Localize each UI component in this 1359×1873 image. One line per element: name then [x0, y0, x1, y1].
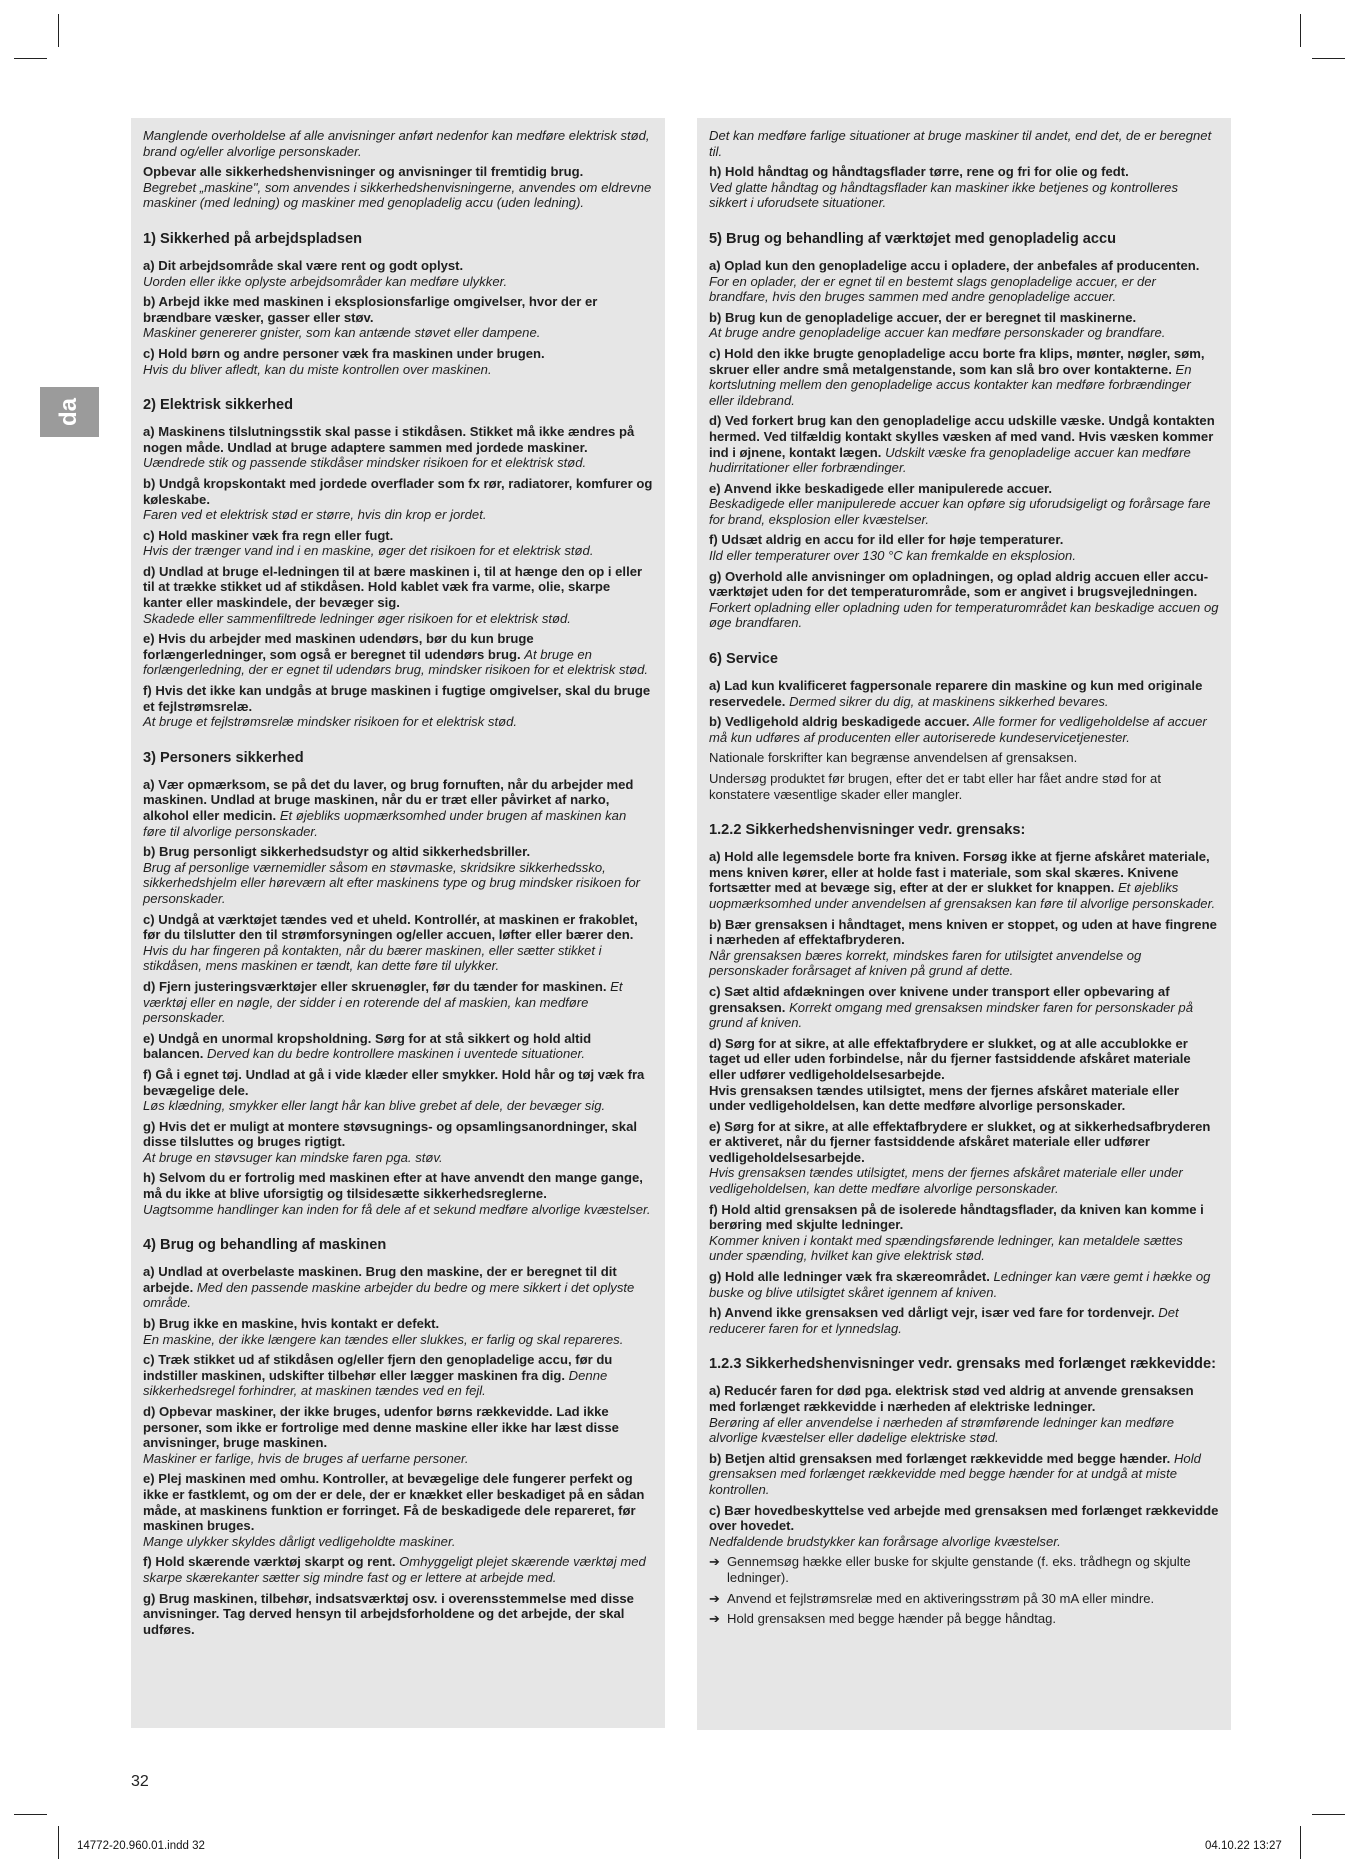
section-1-b: b) Arbejd ikke med maskinen i eksplosionsfarlige omgivelser, hvor der er brændbare væsker, gasser eller støv. Maskiner genererer gnister, som kan antænde støvet eller dampene.	[143, 294, 598, 341]
section-123-title: 1.2.3 Sikkerhedshenvisninger vedr. grensaks med forlænget rækkevidde:	[709, 1356, 1216, 1373]
left-column	[131, 118, 665, 1728]
section-2-a: a) Maskinens tilslutningsstik skal passe i stikdåsen. Stikket må ikke ændres på nogen måde. Undlad at bruge adaptere sammen med jordede maskiner. Uændrede stik og passende stikdåser mindsker risikoen for et elektrisk stød.	[143, 424, 635, 471]
crop-mark	[1312, 58, 1345, 59]
crop-mark	[1300, 14, 1301, 47]
section-4-c: c) Træk stikket ud af stikdåsen og/eller fjern den genopladelige accu, før du indstiller maskinen, udskifter tilbehør eller lægger maskinen fra dig. Denne sikkerhedsregel forhindrer, at maskinen tændes ved en fejl.	[143, 1352, 613, 1399]
section-4-a: a) Undlad at overbelaste maskinen. Brug den maskine, der er beregnet til dit arbejde. Med den passende maskine arbejder du bedre og mere sikkert i det oplyste område.	[143, 1264, 635, 1311]
language-code: da	[55, 397, 83, 427]
crop-mark	[58, 1826, 59, 1859]
crop-mark	[1312, 1814, 1345, 1815]
section-5-b: b) Brug kun de genopladelige accuer, der er beregnet til maskinerne. At bruge andre genopladelige accuer kan medføre personskader og brandfare.	[709, 309, 1166, 341]
section-122-a: a) Hold alle legemsdele borte fra kniven. Forsøg ikke at fjerne afskåret materiale, mens kniven kører, eller at holde fast i materiale, som skal skæres. Knivene fortsætter med at bevæge sig, efter at der er slukket for knappen. Et øjebliks uopmærksomhed under anvendelsen af grensaksen kan føre til alvorlige personskader.	[709, 849, 1216, 911]
section-2-title: 2) Elektrisk sikkerhed	[143, 397, 294, 414]
section-2-b: b) Undgå kropskontakt med jordede overflader som fx rør, radiatorer, komfurer og køleskabe. Faren ved et elektrisk stød er større, hvis din krop er jordet.	[143, 475, 653, 523]
section-5-title: 5) Brug og behandling af værktøjet med genopladelig accu	[709, 230, 1117, 247]
crop-mark	[14, 1814, 47, 1815]
section-4-h: h) Hold håndtag og håndtagsflader tørre, rene og fri for olie og fedt. Ved glatte håndtag og håndtagsflader kan maskiner ikke betjenes og kontrolleres sikkert i uforudsete situationer.	[709, 164, 1179, 211]
section-5-e: e) Anvend ikke beskadigede eller manipulerede accuer. Beskadigede eller manipulerede accuer kan opføre sig uforudsigeligt og forårsage fare for brand, eksplosion eller kvæstelser.	[709, 480, 1211, 527]
section-1-title: 1) Sikkerhed på arbejdspladsen	[143, 230, 362, 247]
section-4-g-note: Det kan medføre farlige situationer at bruge maskiner til andet, end det, de er beregnet til.	[709, 128, 1212, 159]
section-6-p2: Undersøg produktet før brugen, efter det er tabt eller har fået andre stød for at konstatere væsentlige skader eller mangler.	[709, 771, 1161, 802]
right-column	[697, 118, 1231, 1730]
crop-mark	[14, 58, 47, 59]
section-6-title: 6) Service	[709, 651, 778, 668]
section-3-c: c) Undgå at værktøjet tændes ved et uheld. Kontrollér, at maskinen er frakoblet, før du tilslutter den til strømforsyningen og/eller accuen, løfter eller bærer den. Hvis du har fingeren på kontakten, når du bærer maskinen, eller sætter stikket i stikdåsen, mens maskinen er tændt, kan dette føre til ulykker.	[143, 911, 638, 974]
section-1-c: c) Hold børn og andre personer væk fra maskinen under brugen. Hvis du bliver afledt, kan du miste kontrollen over maskinen.	[143, 345, 545, 377]
section-123-a: a) Reducér faren for død pga. elektrisk stød ved aldrig at anvende grensaksen med forlænget rækkevidde i nærheden af elektriske ledninger. Berøring af eller anvendelse i nærheden af strømførende ledninger kan medføre alvorlige kvæstelser eller dødelige elektriske stød.	[709, 1383, 1194, 1446]
section-4-f: f) Hold skærende værktøj skarpt og rent. Omhyggeligt plejet skærende værktøj med skarpe skærekanter sætter sig mindre fast og er lettere at arbejde med.	[143, 1554, 646, 1585]
language-tab	[40, 387, 99, 437]
section-6-p1: Nationale forskrifter kan begrænse anvendelsen af grensaksen.	[709, 750, 1078, 766]
section-4-b: b) Brug ikke en maskine, hvis kontakt er defekt. En maskine, der ikke længere kan tændes eller slukkes, er farlig og skal repareres.	[143, 1316, 624, 1347]
section-2-e: e) Hvis du arbejder med maskinen udendørs, bør du kun bruge forlængerledninger, som også er beregnet til udendørs brug. At bruge en forlængerledning, der er egnet til udendørs brug, mindsker risikoen for et elektrisk stød.	[143, 631, 649, 678]
section-6-b: b) Vedligehold aldrig beskadigede accuer. Alle former for vedligeholdelse af accuer må kun udføres af producenten eller autoriserede kundeservicetjenester.	[709, 714, 1207, 745]
arrow-right-icon: ➔	[709, 1611, 720, 1627]
footer-file-name: 14772-20.960.01.indd 32	[77, 1840, 205, 1852]
footer-date: 04.10.22 13:27	[1205, 1840, 1282, 1852]
arrow-right-icon: ➔	[709, 1590, 720, 1606]
section-5-g: g) Overhold alle anvisninger om opladningen, og oplad aldrig accuen eller accu-værktøjet uden for det temperaturområde, som er angivet i brugsvejledningen. Forkert opladning eller opladning uden for temperaturområdet kan beskadige accuen og øge brandfaren.	[709, 568, 1219, 631]
section-3-h: h) Selvom du er fortrolig med maskinen efter at have anvendt den mange gange, må du ikke at blive uforsigtig og tilsidesætte sikkerhedsreglerne. Uagtsomme handlinger kan inden for få dele af et sekund medføre alvorlige kvæstelser.	[143, 1170, 651, 1217]
section-6-a: a) Lad kun kvalificeret fagpersonale reparere din maskine og kun med originale reservedele. Dermed sikrer du dig, at maskinens sikkerhed bevares.	[709, 678, 1203, 709]
section-122-e: e) Sørg for at sikre, at alle effektafbrydere er slukket, og at sikkerhedsafbryderen er aktiveret, når du fjerner fastsiddende afskåret materiale eller udfører vedligeholdelsesarbejde. Hvis grensaksen tændes utilsigtet, mens der fjernes afskåret materiale eller under vedligeholdelsen, kan dette medføre alvorlige personskader.	[709, 1118, 1211, 1197]
section-122-c: c) Sæt altid afdækningen over knivene under transport eller opbevaring af grensaksen. Korrekt omgang med grensaksen mindsker faren for personskader på grund af kniven.	[709, 983, 1193, 1031]
page-number: 32	[131, 1773, 149, 1790]
section-3-f: f) Gå i egnet tøj. Undlad at gå i vide klæder eller smykker. Hold hår og tøj væk fra bevægelige dele. Løs klædning, smykker eller langt hår kan blive grebet af dele, der bevæger sig.	[143, 1066, 645, 1114]
section-122-f: f) Hold altid grensaksen på de isolerede håndtagsflader, da kniven kan komme i berøring med skjulte ledninger. Kommer kniven i kontakt med spændingsførende ledninger, kan metaldele sættes under spænding, hvilket kan give elektrisk stød.	[709, 1201, 1204, 1264]
section-3-d: d) Fjern justeringsværktøjer eller skruenøgler, før du tænder for maskinen. Et værktøj eller en nøgle, der sidder i en roterende del af maskien, kan medføre personskader.	[143, 978, 623, 1026]
list-item: ➔ Gennemsøg hække eller buske for skjulte genstande (f. eks. trådhegn og skjulte ledninger).	[709, 1554, 1191, 1585]
list-item: ➔ Hold grensaksen med begge hænder på begge håndtag.	[709, 1611, 1057, 1627]
section-123-c: c) Bær hovedbeskyttelse ved arbejde med grensaksen med forlænget rækkevidde over hovedet. Nedfaldende brudstykker kan forårsage alvorlige kvæstelser.	[709, 1502, 1219, 1549]
section-4-e: e) Plej maskinen med omhu. Kontroller, at bevægelige dele fungerer perfekt og ikke er fastklemt, og om der er dele, der er knækket eller beskadiget på en sådan måde, at maskinens funktion er forringet. Få de beskadigede dele repareret, før maskinen bruges. Mange ulykker skyldes dårligt vedligeholdte maskiner.	[143, 1471, 645, 1549]
list-item: ➔ Anvend et fejlstrømsrelæ med en aktiveringsstrøm på 30 mA eller mindre.	[709, 1590, 1155, 1606]
section-3-title: 3) Personers sikkerhed	[143, 749, 304, 766]
intro-keep: Opbevar alle sikkerhedshenvisninger og anvisninger til fremtidig brug.	[143, 164, 584, 180]
intro-warning: Manglende overholdelse af alle anvisninger anført nedenfor kan medføre elektrisk stød, brand og/eller alvorlige personskader.	[143, 128, 650, 159]
section-3-g: g) Hvis det er muligt at montere støvsugnings- og opsamlingsanordninger, skal disse tilsluttes og bruges rigtigt. At bruge en støvsuger kan mindske faren pga. støv.	[143, 1118, 638, 1165]
section-5-a: a) Oplad kun den genopladelige accu i opladere, der anbefales af producenten. For en oplader, der er egnet til en bestemt slags genopladelige accuer, er der brandfare, hvis den bruges sammen med andre genopladelige accuer.	[709, 257, 1200, 305]
arrow-right-icon: ➔	[709, 1554, 720, 1570]
section-123-b: b) Betjen altid grensaksen med forlænget rækkevidde med begge hænder. Hold grensaksen med forlænget rækkevidde med begge hænder for at undgå at miste kontrollen.	[709, 1450, 1201, 1497]
section-4-g: g) Brug maskinen, tilbehør, indsatsværktøj osv. i overensstemmelse med disse anvisninger. Tag derved hensyn til arbejdsforholdene og det arbejde, der skal udføres.	[143, 1590, 634, 1637]
section-2-d: d) Undlad at bruge el-ledningen til at bære maskinen i, til at hænge den op i eller til at trække stikket ud af stikdåsen. Hold kablet væk fra varme, olie, skarpe kanter eller maskindele, der bevæger sig. Skadede eller sammenfiltrede ledninger øger risikoen for et elektrisk stød.	[143, 563, 643, 626]
section-5-d: d) Ved forkert brug kan den genopladelige accu udskille væske. Undgå kontakten hermed. Ved tilfældig kontakt skylles væsken af med vand. Hvis væsken kommer ind i øjnene, kontakt lægen. Udskilt væske fra genopladelige accuer kan medføre hudirritationer eller forbrændinger.	[709, 413, 1215, 476]
section-5-f: f) Udsæt aldrig en accu for ild eller for høje temperaturer. Ild eller temperaturer over 130 °C kan fremkalde en eksplosion.	[709, 532, 1076, 564]
section-3-a: a) Vær opmærksom, se på det du laver, og brug fornuften, når du arbejder med maskinen. Undlad at bruge maskinen, når du er træt eller påvirket af narko, alkohol eller medicin. Et øjebliks uopmærksomhed under brugen af maskinen kan føre til alvorlige personskader.	[143, 776, 634, 839]
section-3-b: b) Brug personligt sikkerhedsudstyr og altid sikkerhedsbriller. Brug af personlige værnemidler såsom en støvmaske, skridsikre sikkerhedssko, sikkerhedshjelm eller høreværn alt efter maskinens type og brug mindsker risikoen for personskader.	[143, 844, 641, 906]
section-122-d: d) Sørg for at sikre, at alle effektafbrydere er slukket, og at alle accublokke er taget ud eller uden forbindelse, når du fjerner fastsiddende afskåret materiale eller udfører vedligeholdelsesarbejde. Hvis grensaksen tændes utilsigtet, mens der fjernes afskåret materiale eller under vedligeholdelsen, kan dette medføre alvorlige personskader.	[709, 1035, 1191, 1114]
section-5-c: c) Hold den ikke brugte genopladelige accu borte fra klips, mønter, nøgler, søm, skruer eller andre små metalgenstande, som kan slå bro over kontakterne. En kortslutning mellem den genopladelige accus kontakter kan medføre forbrændinger eller ildebrand.	[709, 345, 1205, 408]
section-4-title: 4) Brug og behandling af maskinen	[143, 1237, 387, 1254]
section-122-h: h) Anvend ikke grensaksen ved dårligt vejr, især ved fare for tordenvejr. Det reducerer faren for et lynnedslag.	[709, 1305, 1179, 1336]
section-3-e: e) Undgå en unormal kropsholdning. Sørg for at stå sikkert og hold altid balancen. Derved kan du bedre kontrollere maskinen i uventede situationer.	[143, 1030, 592, 1062]
section-4-d: d) Opbevar maskiner, der ikke bruges, udenfor børns rækkevidde. Lad ikke personer, som ikke er fortrolige med denne maskine eller ikke har læst disse anvisninger, bruge maskinen. Maskiner er farlige, hvis de bruges af uerfarne personer.	[143, 1404, 619, 1466]
section-122-g: g) Hold alle ledninger væk fra skæreområdet. Ledninger kan være gemt i hække og buske og blive utilsigtet skåret igennem af kniven.	[709, 1269, 1211, 1300]
crop-mark	[1300, 1826, 1301, 1859]
section-2-f: f) Hvis det ikke kan undgås at bruge maskinen i fugtige omgivelser, skal du bruge et fejlstrømsrelæ. At bruge et fejlstrømsrelæ mindsker risikoen for et elektrisk stød.	[143, 683, 651, 730]
crop-mark	[58, 14, 59, 47]
section-2-c: c) Hold maskiner væk fra regn eller fugt. Hvis der trænger vand ind i en maskine, øger det risikoen for et elektrisk stød.	[143, 527, 594, 559]
section-122-b: b) Bær grensaksen i håndtaget, mens kniven er stoppet, og uden at have fingrene i nærheden af effektafbryderen. Når grensaksen bæres korrekt, mindskes faren for utilsigtet anvendelse og personskader forårsaget af kniven på grund af dette.	[709, 916, 1217, 979]
section-1-a: a) Dit arbejdsområde skal være rent og godt oplyst. Uorden eller ikke oplyste arbejdsområder kan medføre ulykker.	[143, 257, 508, 289]
intro-definition: Begrebet „maskine", som anvendes i sikkerhedshenvisningerne, anvendes om eldrevne maskiner (med ledning) og maskiner med genopladelig accu (uden ledning).	[143, 179, 652, 211]
section-122-title: 1.2.2 Sikkerhedshenvisninger vedr. grensaks:	[709, 822, 1026, 839]
